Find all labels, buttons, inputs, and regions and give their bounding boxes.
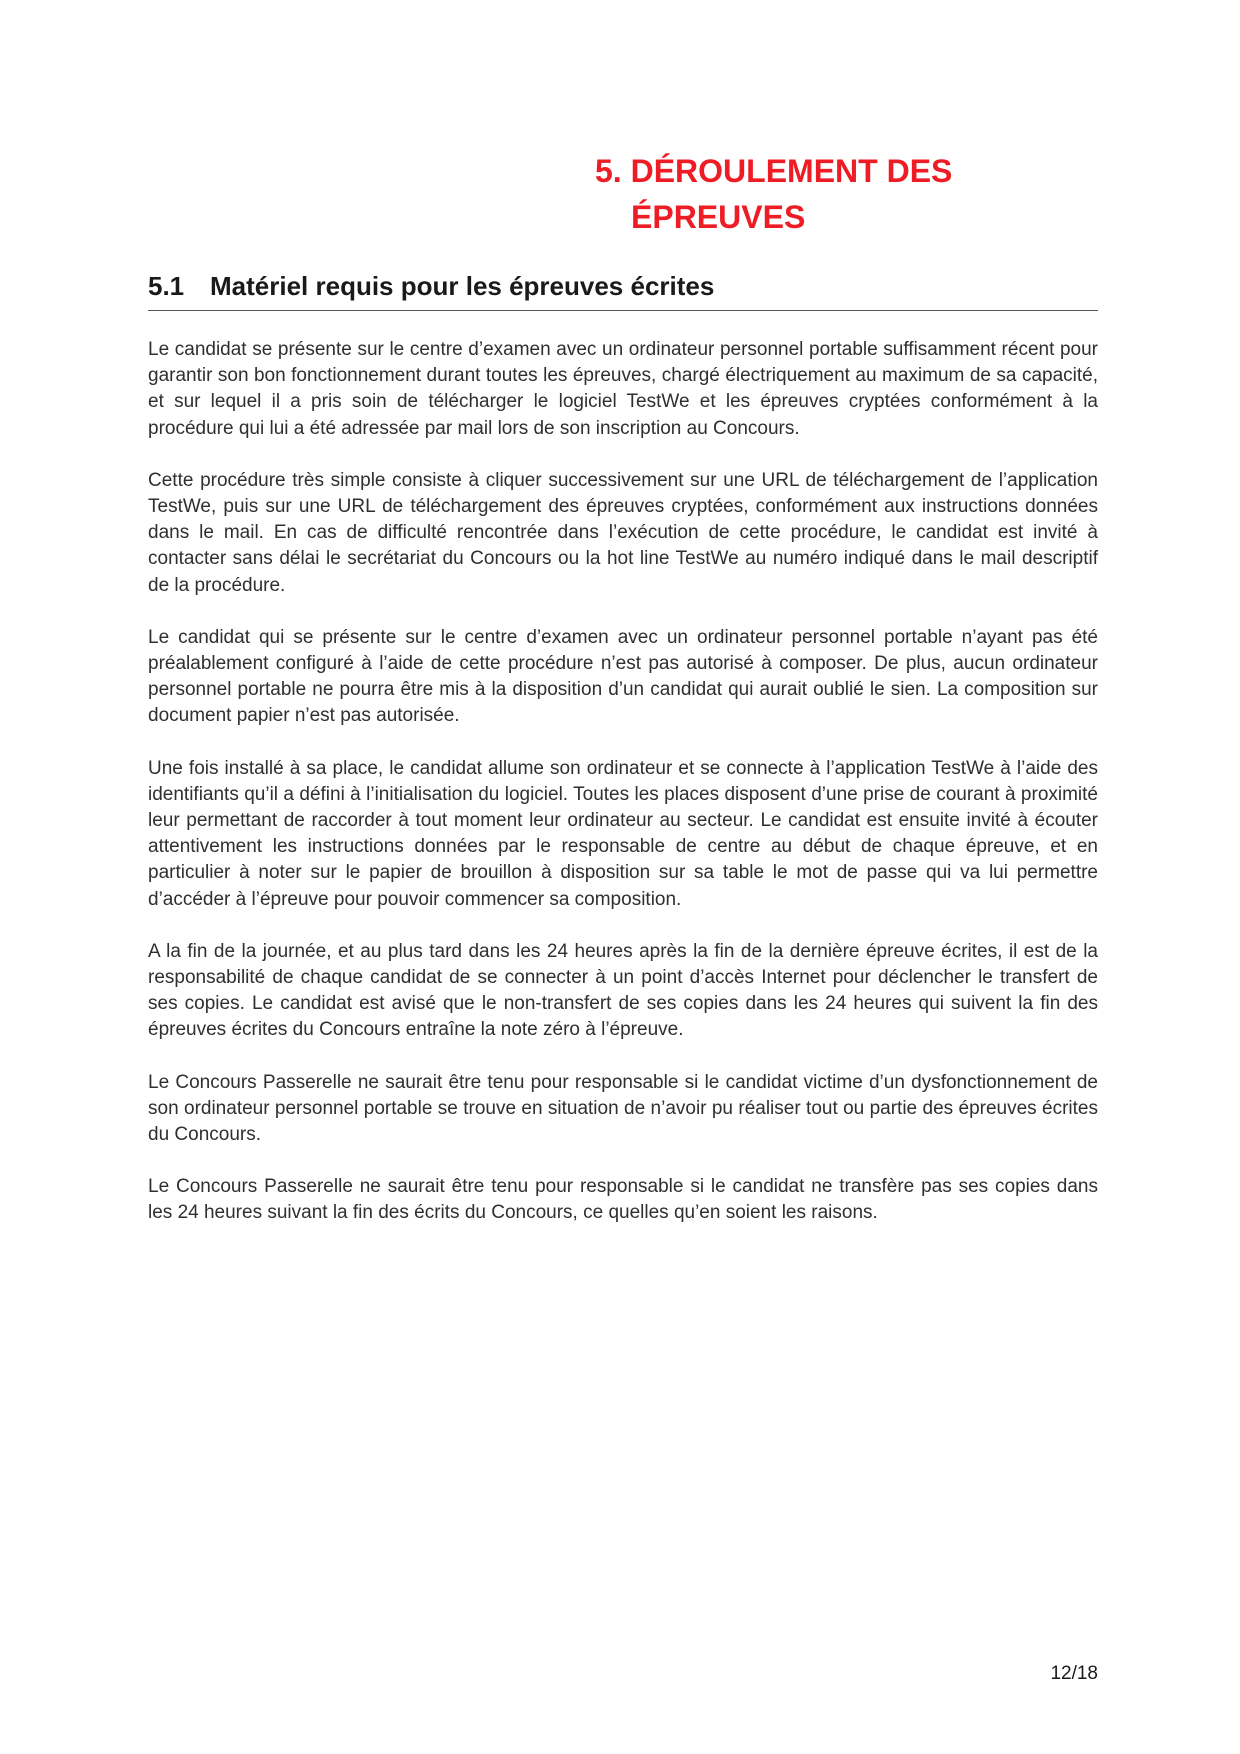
paragraph-3: Le candidat qui se présente sur le centre d’examen avec un ordinateur personnel portable n’ayant pas été préalablement configuré à l’aide de cette procédure n’est pas autorisé à composer. De plus, aucun ordinateur personnel portable ne pourra être mis à la disposition d’un candidat qui aurait oublié le sien. La composition sur document papier n’est pas autorisée. xyxy=(148,626,1098,727)
paragraph-5: A la fin de la journée, et au plus tard dans les 24 heures après la fin de la dernière épreuve écrites, il est de la responsabilité de chaque candidat de se connecter à un point d’accès Internet pour déclencher le transfert de ses copies. Le candidat est avisé que le non-transfert de ses copies dans les 24 heures qui suivent la fin des épreuves écrites du Concours entraîne la note zéro à l’épreuve. xyxy=(148,940,1098,1041)
paragraph-2: Cette procédure très simple consiste à cliquer successivement sur une URL de téléchargement de l’application TestWe, puis sur une URL de téléchargement des épreuves cryptées, conformément aux instructions données dans le mail. En cas de difficulté rencontrée dans l’exécution de cette procédure, le candidat est invité à contacter sans délai le secrétariat du Concours ou la hot line TestWe au numéro indiqué dans le mail descriptif de la procédure. xyxy=(148,469,1098,596)
chapter-title xyxy=(595,148,1115,240)
section-title: Matériel requis pour les épreuves écrites xyxy=(210,271,715,301)
paragraph-6: Le Concours Passerelle ne saurait être tenu pour responsable si le candidat victime d’un dysfonctionnement de son ordinateur personnel portable se trouve en situation de n’avoir pu réaliser tout ou partie des épreuves écrites du Concours. xyxy=(148,1071,1098,1146)
chapter-title-line-1: 5. DÉROULEMENT DES xyxy=(595,153,953,189)
chapter-title-line-2: ÉPREUVES xyxy=(631,199,806,235)
page-number: 12/18 xyxy=(1050,1663,1098,1684)
section-heading xyxy=(148,268,1098,311)
paragraph-1: Le candidat se présente sur le centre d’examen avec un ordinateur personnel portable suffisamment récent pour garantir son bon fonctionnement durant toutes les épreuves, chargé électriquement au maximum de sa capacité, et sur lequel il a pris soin de télécharger le logiciel TestWe et les épreuves cryptées conformément à la procédure qui lui a été adressée par mail lors de son inscription au Concours. xyxy=(148,339,1098,439)
paragraph-4: Une fois installé à sa place, le candidat allume son ordinateur et se connecte à l’application TestWe à l’aide des identifiants qu’il a défini à l’initialisation du logiciel. Toutes les places disposent d’une prise de courant à proximité leur permettant de raccorder à tout moment leur ordinateur au secteur. Le candidat est ensuite invité à écouter attentivement les instructions données par le responsable de centre au début de chaque épreuve, et en particulier à noter sur le papier de brouillon à disposition sur sa table le mot de passe qui va lui permettre d’accéder à l’épreuve pour pouvoir commencer sa composition. xyxy=(148,757,1098,910)
paragraph-7: Le Concours Passerelle ne saurait être tenu pour responsable si le candidat ne transfère pas ses copies dans les 24 heures suivant la fin des écrits du Concours, ce quelles qu’en soient les raisons. xyxy=(148,1176,1098,1224)
section-number: 5.1 xyxy=(148,271,185,301)
body-text xyxy=(148,337,1098,1253)
